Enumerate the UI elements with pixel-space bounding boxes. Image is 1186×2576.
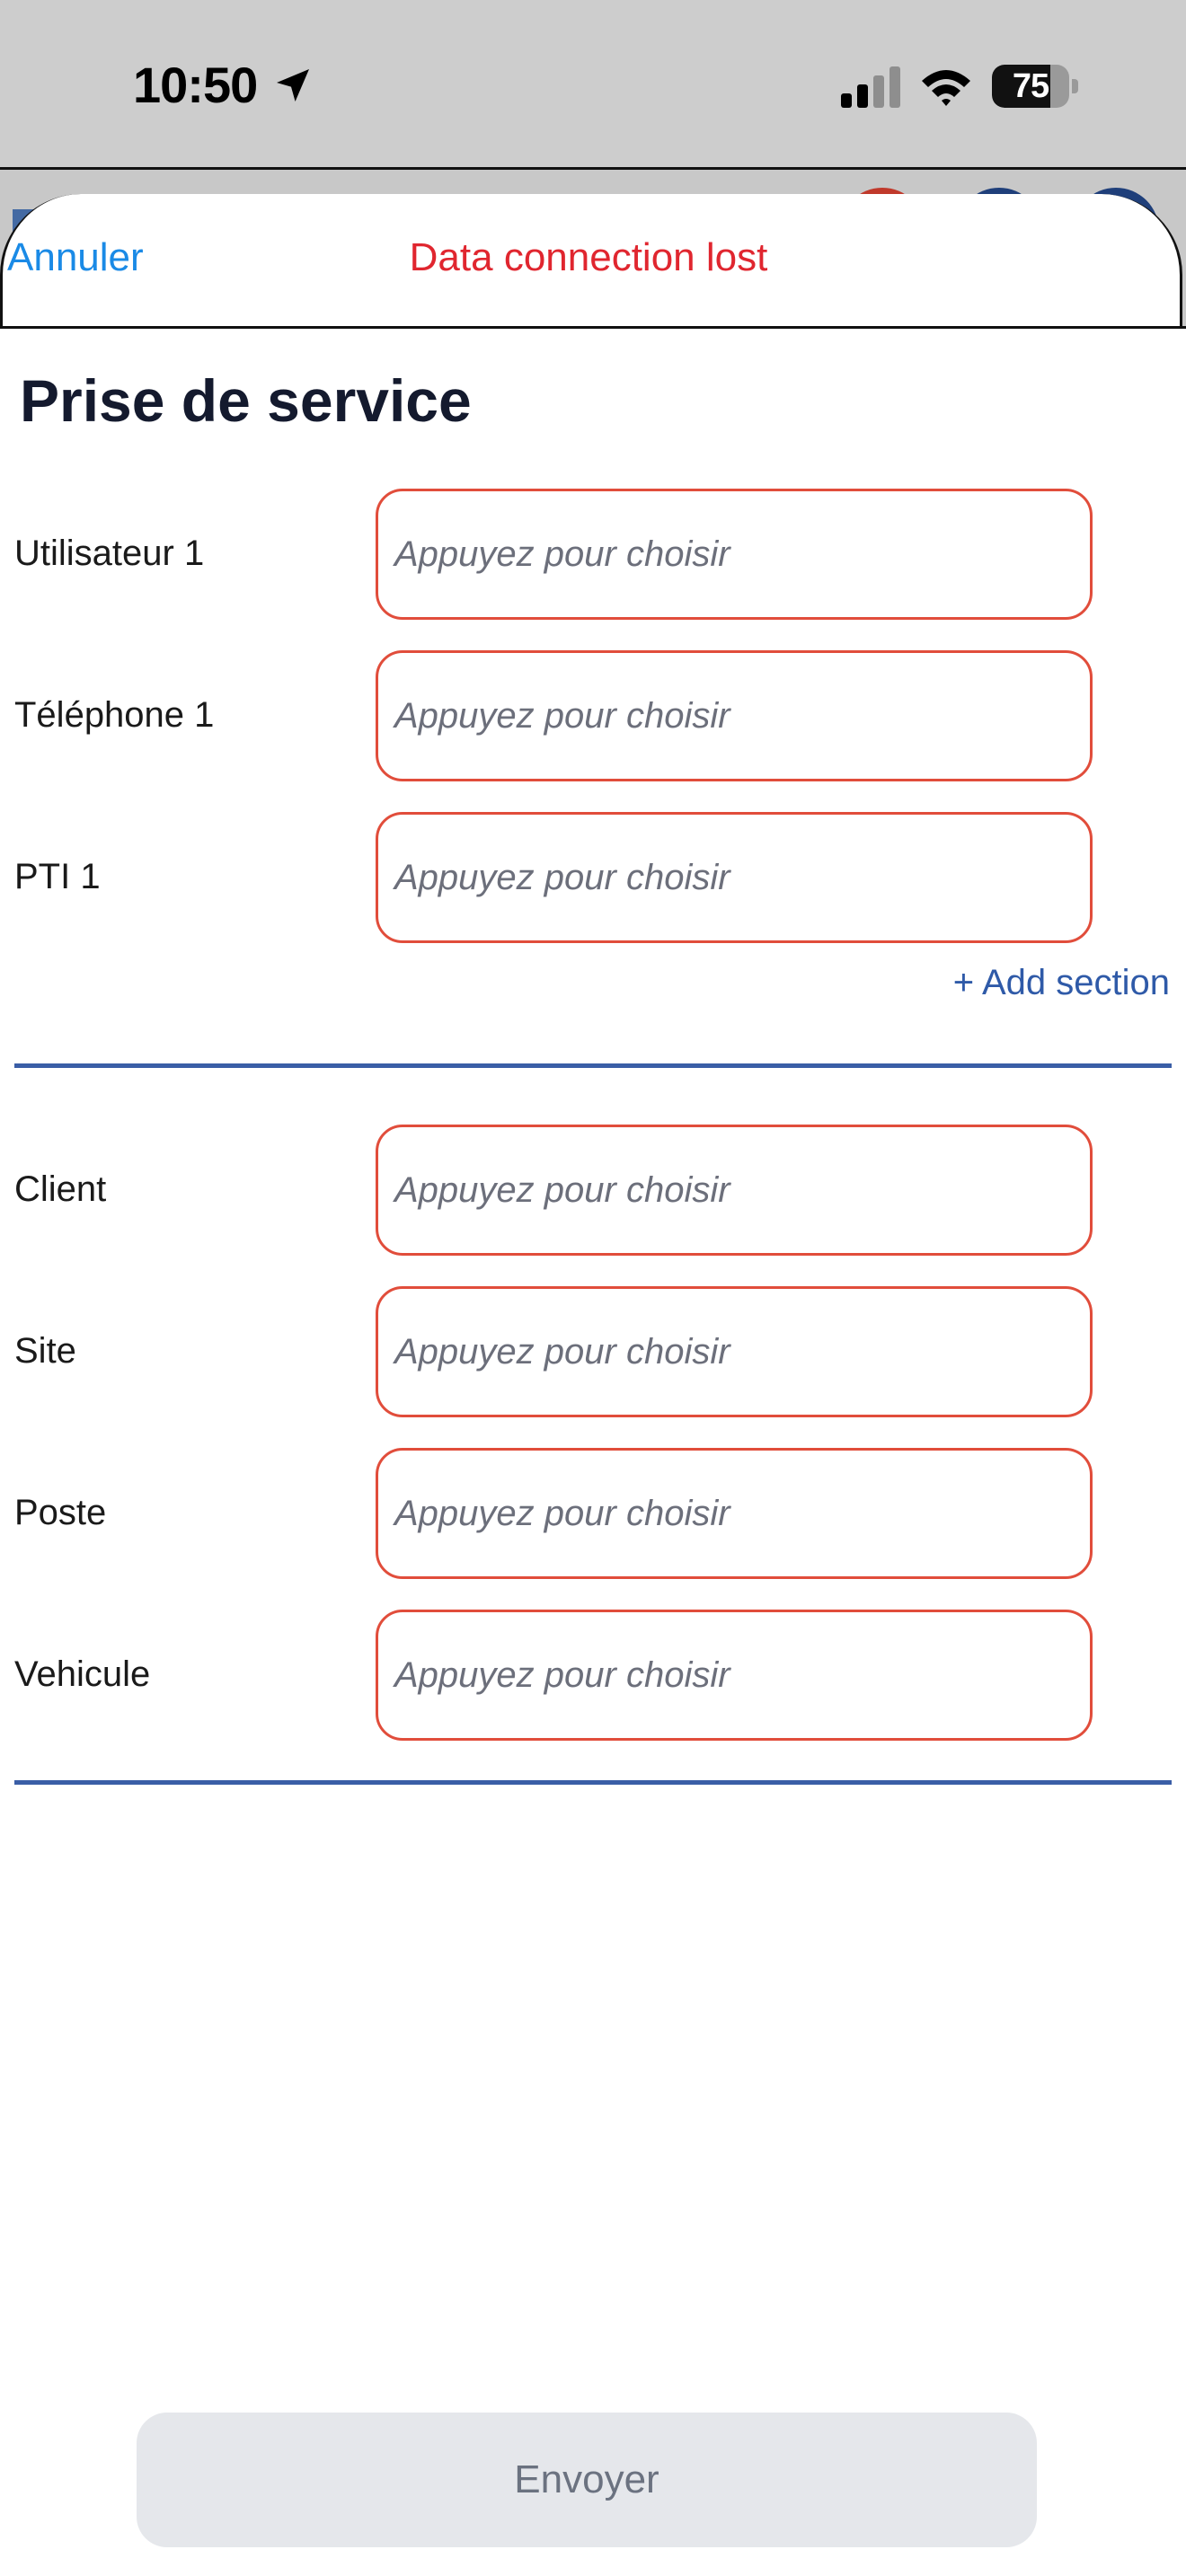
field-placeholder: Appuyez pour choisir: [394, 1494, 730, 1533]
utilisateur-picker[interactable]: [376, 489, 1093, 620]
pti-picker[interactable]: [376, 812, 1093, 943]
status-bar: [0, 0, 1186, 167]
field-placeholder: Appuyez pour choisir: [394, 1170, 730, 1210]
field-placeholder: Appuyez pour choisir: [394, 696, 730, 736]
field-placeholder: Appuyez pour choisir: [394, 534, 730, 574]
field-placeholder: Appuyez pour choisir: [394, 858, 730, 897]
field-label-client: Client: [14, 1169, 107, 1209]
location-arrow-icon: [271, 63, 314, 108]
modal-header: [0, 194, 1182, 329]
battery-percent: 75: [1012, 67, 1049, 105]
poste-picker[interactable]: [376, 1448, 1093, 1579]
submit-button[interactable]: Envoyer: [137, 2413, 1037, 2547]
cellular-signal-icon: [839, 66, 902, 108]
field-placeholder: Appuyez pour choisir: [394, 1332, 730, 1372]
connection-status: Data connection lost: [409, 235, 768, 279]
field-label-vehicule: Vehicule: [14, 1654, 151, 1694]
field-placeholder: Appuyez pour choisir: [394, 1655, 730, 1695]
field-label-poste: Poste: [14, 1493, 107, 1532]
wifi-icon: [920, 66, 972, 108]
battery-icon: [992, 65, 1080, 108]
page-title: Prise de service: [20, 367, 472, 434]
client-picker[interactable]: [376, 1125, 1093, 1256]
telephone-picker[interactable]: [376, 650, 1093, 781]
field-label-site: Site: [14, 1331, 76, 1371]
add-section-button[interactable]: + Add section: [952, 963, 1170, 1002]
section-divider: [14, 1780, 1172, 1785]
cancel-button[interactable]: Annuler: [7, 235, 144, 279]
status-time: 10:50: [133, 57, 258, 113]
field-label-telephone: Téléphone 1: [14, 695, 215, 735]
field-label-utilisateur: Utilisateur 1: [14, 534, 205, 573]
field-label-pti: PTI 1: [14, 857, 101, 896]
site-picker[interactable]: [376, 1286, 1093, 1417]
vehicule-picker[interactable]: [376, 1610, 1093, 1741]
section-divider: [14, 1063, 1172, 1068]
